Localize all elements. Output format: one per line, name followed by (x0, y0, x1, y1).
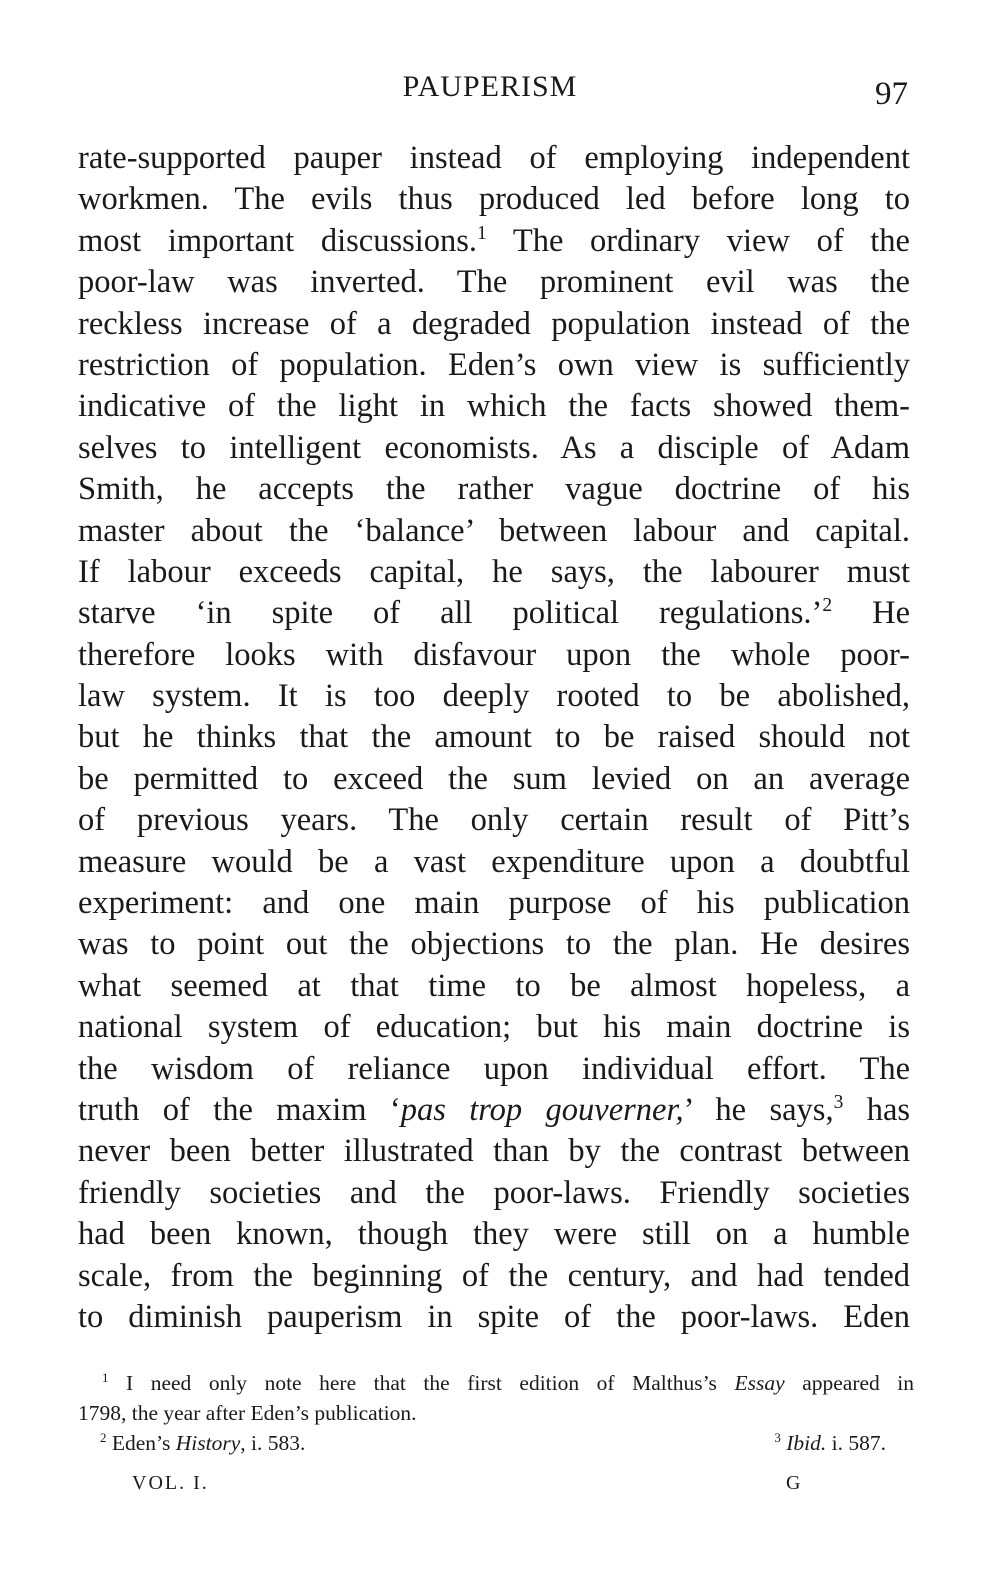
text-line: poor-law was inverted. The prominent evil was the (78, 264, 910, 301)
text-line: experiment: and one main purpose of his publication (78, 885, 910, 922)
text-line: master about the ‘balance’ between labour and capital. (78, 512, 910, 549)
signature-letter: G (786, 1472, 803, 1494)
text-line: never been better illustrated than by the contrast between (78, 1133, 910, 1170)
page-number: 97 (875, 76, 908, 112)
footnote-ref-3: 3 (833, 1092, 844, 1114)
footnote-text: I need only note here that the first edition of Malthus’s (126, 1371, 717, 1395)
text-line: be permitted to exceed the sum levied on an average (78, 760, 910, 797)
text-line: had been known, though they were still on a humble (78, 1216, 910, 1253)
text-segment: The ordinary view of the (512, 222, 910, 259)
running-title: PAUPERISM (402, 70, 578, 103)
volume-mark: VOL. I. (132, 1472, 209, 1494)
text-line: therefore looks with disfavour upon the whole poor- (78, 636, 910, 673)
text-segment: ’ he says, (683, 1091, 834, 1128)
text-line: measure would be a vast expenditure upon a doubtful (78, 843, 910, 880)
footnote-mark: 1 (102, 1370, 109, 1385)
text-line: indicative of the light in which the facts showed them- (78, 388, 910, 425)
text-line (78, 221, 910, 262)
text-line: but he thinks that the amount to be raised should not (78, 719, 910, 756)
footnote-text: Eden’s (111, 1431, 171, 1455)
footnote-ref-2: 2 (822, 595, 833, 617)
text-line: Smith, he accepts the rather vague doctrine of his (78, 471, 910, 508)
text-segment: has (866, 1091, 911, 1128)
footnote-mark: 3 (774, 1430, 781, 1445)
footnotes (78, 1368, 914, 1458)
text-line: If labour exceeds capital, he says, the labourer must (78, 553, 910, 590)
text-line: selves to intelligent economists. As a disciple of Adam (78, 429, 910, 466)
footnote-italic: History (175, 1431, 241, 1455)
text-line (78, 1090, 910, 1131)
text-segment: truth of the maxim ‘ (78, 1091, 401, 1128)
footnote-row (78, 1428, 914, 1458)
text-segment: starve ‘in spite of all political regulations.’ (78, 595, 823, 632)
footnote-2 (100, 1428, 305, 1458)
text-line: friendly societies and the poor-laws. Friendly societies (78, 1174, 910, 1211)
footnote-mark: 2 (100, 1430, 107, 1445)
body-text (78, 138, 910, 1338)
footnote-1 (78, 1368, 914, 1398)
text-line: to diminish pauperism in spite of the poor-laws. Eden (78, 1298, 910, 1335)
footnote-text: i. 587. (831, 1431, 886, 1455)
text-line: rate-supported pauper instead of employing independent (78, 140, 910, 176)
signature-line (0, 1472, 1000, 1502)
text-line: national system of education; but his main doctrine is (78, 1009, 910, 1046)
text-line: the wisdom of reliance upon individual effort. The (78, 1050, 910, 1087)
text-segment: most important discussions. (78, 222, 478, 259)
text-line: of previous years. The only certain result of Pitt’s (78, 802, 910, 839)
text-line (78, 593, 910, 634)
footnote-text: appeared in (802, 1371, 915, 1395)
footnote-italic: Essay (734, 1371, 785, 1395)
italic-phrase: pas trop gouverner, (400, 1091, 684, 1128)
footnote-ref-1: 1 (477, 222, 487, 244)
text-line: reckless increase of a degraded population instead of the (78, 305, 910, 342)
running-head (0, 66, 1000, 114)
footnote-3 (774, 1428, 886, 1458)
text-line: restriction of population. Eden’s own view is sufficiently (78, 346, 910, 383)
footnote-italic: Ibid. (786, 1431, 827, 1455)
text-line: what seemed at that time to be almost hopeless, a (78, 967, 910, 1004)
text-segment: He (872, 595, 911, 632)
text-line: scale, from the beginning of the century, and had tended (78, 1257, 910, 1294)
text-line: was to point out the objections to the plan. He desires (78, 926, 910, 963)
text-line: law system. It is too deeply rooted to be abolished, (78, 678, 910, 715)
text-line: workmen. The evils thus produced led before long to (78, 181, 910, 218)
footnote-text: , i. 583. (240, 1431, 306, 1455)
footnote-1-continued: 1798, the year after Eden’s publication. (78, 1401, 417, 1425)
